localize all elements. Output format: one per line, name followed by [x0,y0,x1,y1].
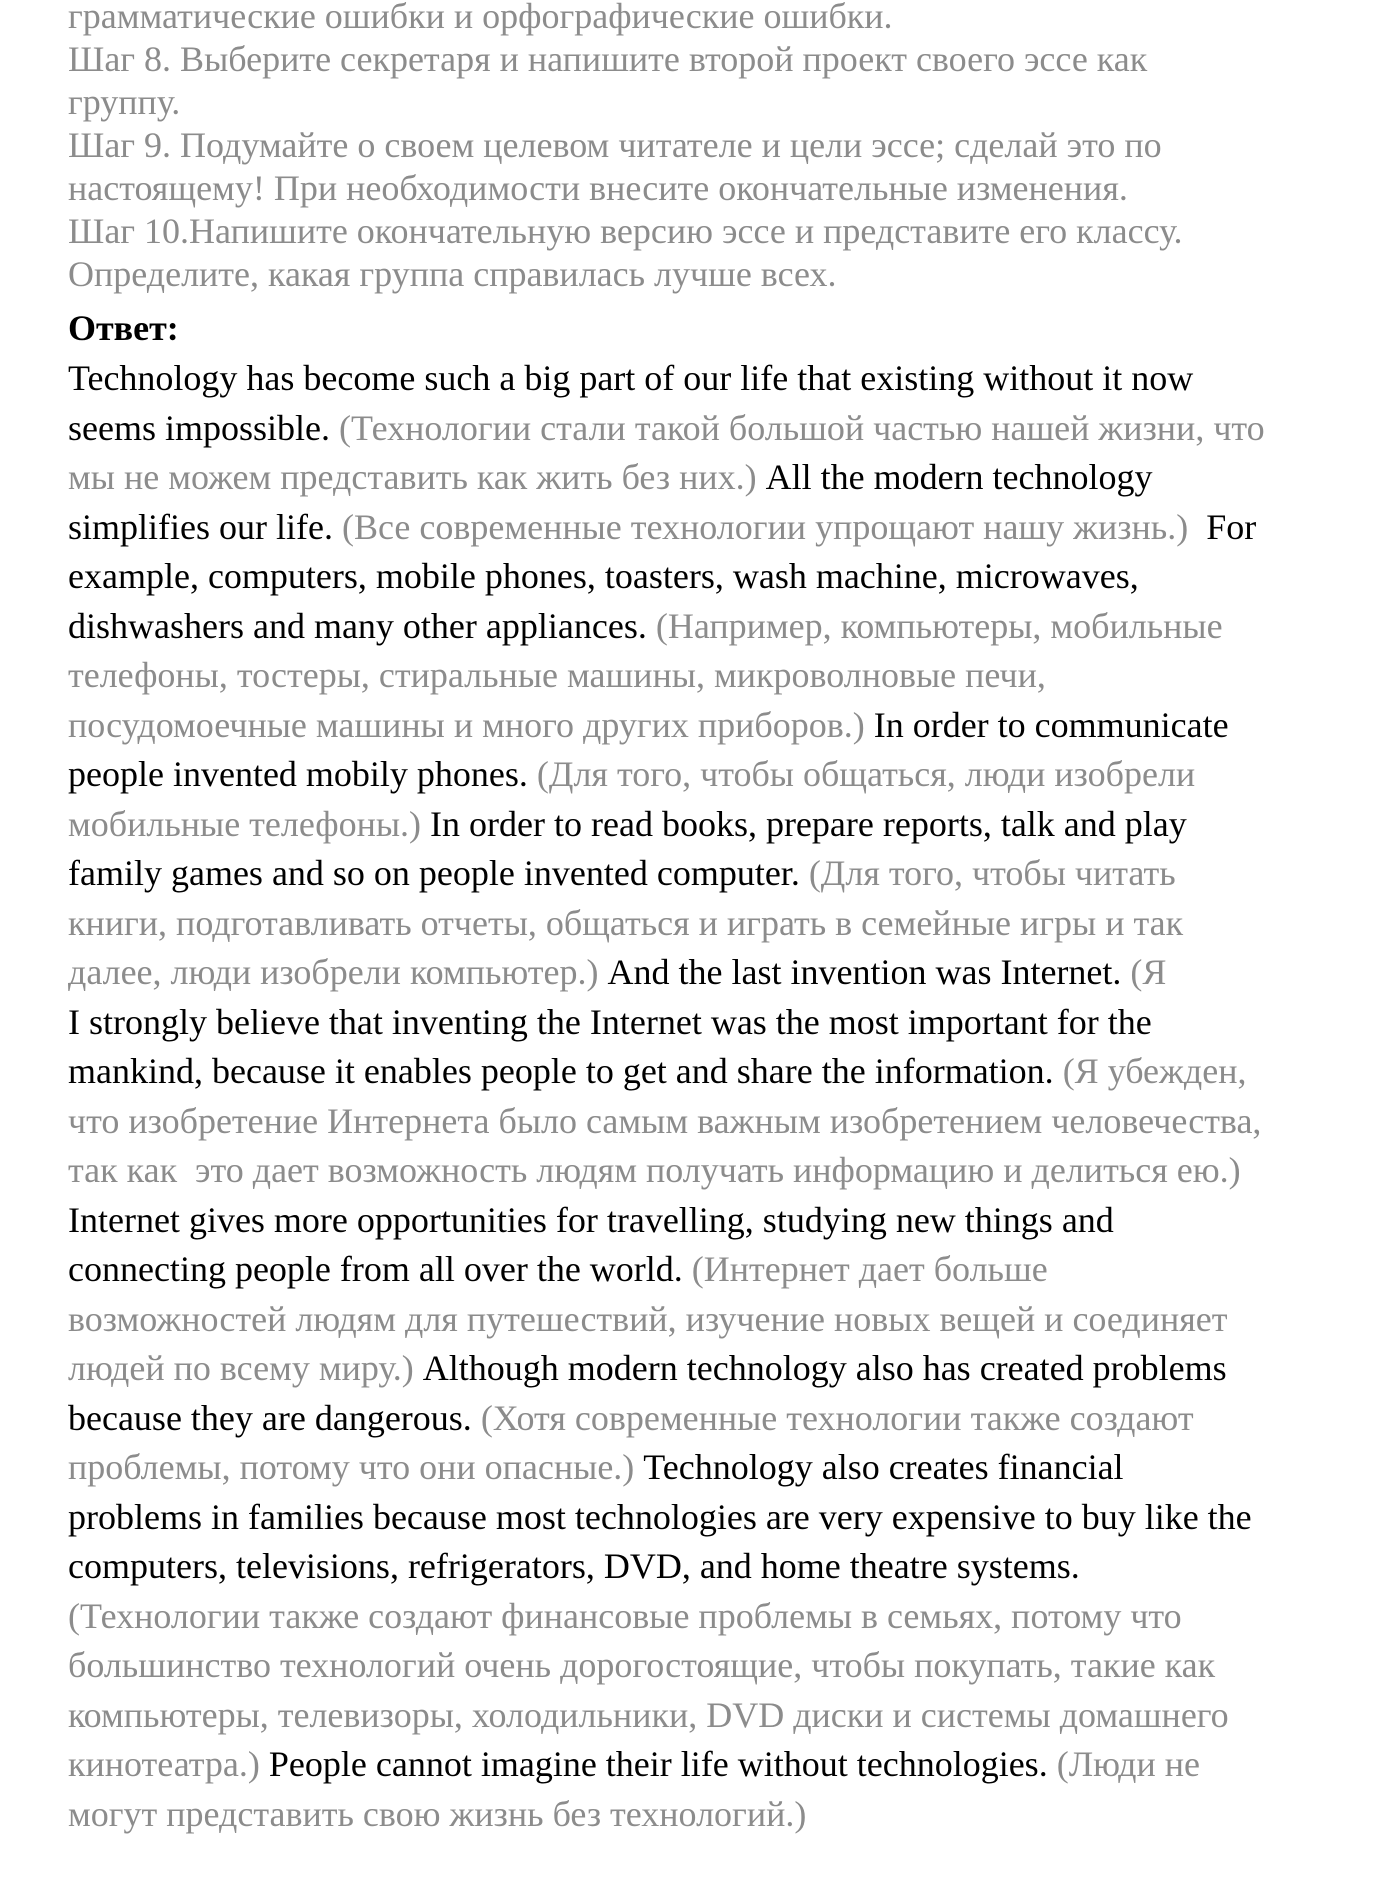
english-text: people invented mobily phones. [68,754,537,794]
translation-text: так как это дает возможность людям получать информацию и делиться ею.) [68,1150,1241,1190]
answer-line [68,1592,1358,1642]
english-text: Internet gives more opportunities for travelling, studying new things and [68,1199,1114,1240]
translation-text: посудомоечные машины и много других приборов.) [68,704,874,745]
english-text: Technology has become such a big part of our life that existing without it now [68,358,1194,398]
english-text: Technology also creates financial [643,1447,1124,1487]
english-text: computers, televisions, refrigerators, DVD, and home theatre systems. [68,1546,1080,1586]
translation-text: возможностей людям для путешествий, изучение новых вещей и соединяет [68,1298,1228,1339]
answer-line [68,1344,1358,1394]
translation-text: мобильные телефоны.) [68,803,431,844]
answer-line [68,453,1358,503]
translation-text: (Хотя современные технологии также создают [480,1397,1194,1438]
english-text: Although modern technology also has created problems [422,1348,1227,1388]
answer-line [68,503,1358,553]
english-text: example, computers, mobile phones, toasters, wash machine, microwaves, [68,556,1139,596]
english-text: connecting people from all over the world. [68,1249,692,1289]
english-text: In order to communicate [873,704,1229,745]
answer-line [68,1790,1358,1840]
answer-line [68,701,1358,751]
answer-line [68,1443,1358,1493]
translation-text: мы не можем представить как жить без них.) [68,457,766,497]
english-text: simplifies our life. [68,506,342,547]
answer-text [68,354,1358,1839]
answer-line [68,1196,1358,1246]
answer-line [68,602,1358,652]
translation-text: компьютеры, телевизоры, холодильники, DVD диски и системы домашнего [68,1694,1229,1735]
answer-line [68,651,1358,701]
english-text: I strongly believe that inventing the Internet was the most important for the [68,1001,1152,1042]
step-line: настоящему! При необходимости внесите окончательные изменения. [68,168,1128,208]
step-line: Определите, какая группа справилась лучше всех. [68,254,837,294]
answer-line [68,1097,1358,1147]
answer-line [68,404,1358,454]
translation-text: что изобретение Интернета было самым важным изобретением человечества, [68,1100,1262,1141]
english-text: People cannot imagine their life without technologies. [268,1744,1057,1784]
answer-line [68,1691,1358,1741]
translation-text: (Я [1130,952,1167,992]
translation-text: людей по всему миру.) [68,1348,423,1388]
answer-line [68,1047,1358,1097]
translation-text: (Технологии также создают финансовые проблемы в семьях, потому что [68,1595,1182,1636]
translation-text: проблемы, потому что они опасные.) [68,1447,644,1487]
translation-text: (Люди не [1056,1744,1200,1784]
english-text: For [1206,506,1257,547]
answer-line [68,998,1358,1048]
translation-text: (Для того, чтобы читать [808,853,1176,893]
step-line: Шаг 8. Выберите секретаря и напишите второй проект своего эссе как [68,39,1148,79]
translation-text: (Я убежден, [1062,1051,1247,1091]
english-text: And the last invention was Internet. [607,952,1131,992]
answer-heading: Ответ: [68,308,179,348]
translation-text: могут представить свою жизнь без технологий.) [68,1793,807,1834]
translation-text: далее, люди изобрели компьютер.) [68,952,608,992]
translation-text: (Технологии стали такой большой частью нашей жизни, что [338,407,1265,448]
answer-line [68,1394,1358,1444]
translation-text: (Например, компьютеры, мобильные [655,605,1223,646]
answer-line [68,552,1358,602]
translation-text: (Все современные технологии упрощают нашу жизнь.) [341,506,1207,547]
answer-line [68,1146,1358,1196]
answer-line [68,849,1358,899]
english-text: problems in families because most technologies are very expensive to buy like the [68,1496,1252,1537]
english-text: In order to read books, prepare reports, talk and play [430,803,1187,844]
answer-line [68,1245,1358,1295]
translation-text: телефоны, тостеры, стиральные машины, микроволновые печи, [68,655,1046,695]
english-text: seems impossible. [68,407,339,448]
english-text: All the modern technology [765,457,1153,497]
english-text: family games and so on people invented computer. [68,853,809,893]
english-text: mankind, because it enables people to get and share the information. [68,1051,1063,1091]
answer-line [68,1641,1358,1691]
step-line: грамматические ошибки и орфографические ошибки. [68,0,893,36]
step-line: Шаг 9. Подумайте о своем целевом читателе и цели эссе; сделай это по [68,125,1162,165]
answer-line [68,1295,1358,1345]
answer-line [68,354,1358,404]
step-line: группу. [68,82,181,122]
answer-line [68,899,1358,949]
translation-text: (Для того, чтобы общаться, люди изобрели [536,754,1196,794]
translation-text: (Интернет дает больше [691,1249,1048,1289]
answer-line [68,800,1358,850]
translation-text: большинство технологий очень дорогостоящие, чтобы покупать, такие как [68,1645,1216,1685]
answer-line [68,948,1358,998]
english-text: dishwashers and many other appliances. [68,605,656,646]
translation-text: кинотеатра.) [68,1744,269,1784]
step-line: Шаг 10.Напишите окончательную версию эссе и представите его классу. [68,211,1183,251]
english-text: because they are dangerous. [68,1397,481,1438]
translation-text: книги, подготавливать отчеты, общаться и играть в семейные игры и так [68,902,1184,943]
answer-line [68,1542,1358,1592]
answer-line [68,750,1358,800]
document-page [68,0,1358,1839]
task-steps [68,0,1358,293]
answer-line [68,1740,1358,1790]
answer-line [68,1493,1358,1543]
